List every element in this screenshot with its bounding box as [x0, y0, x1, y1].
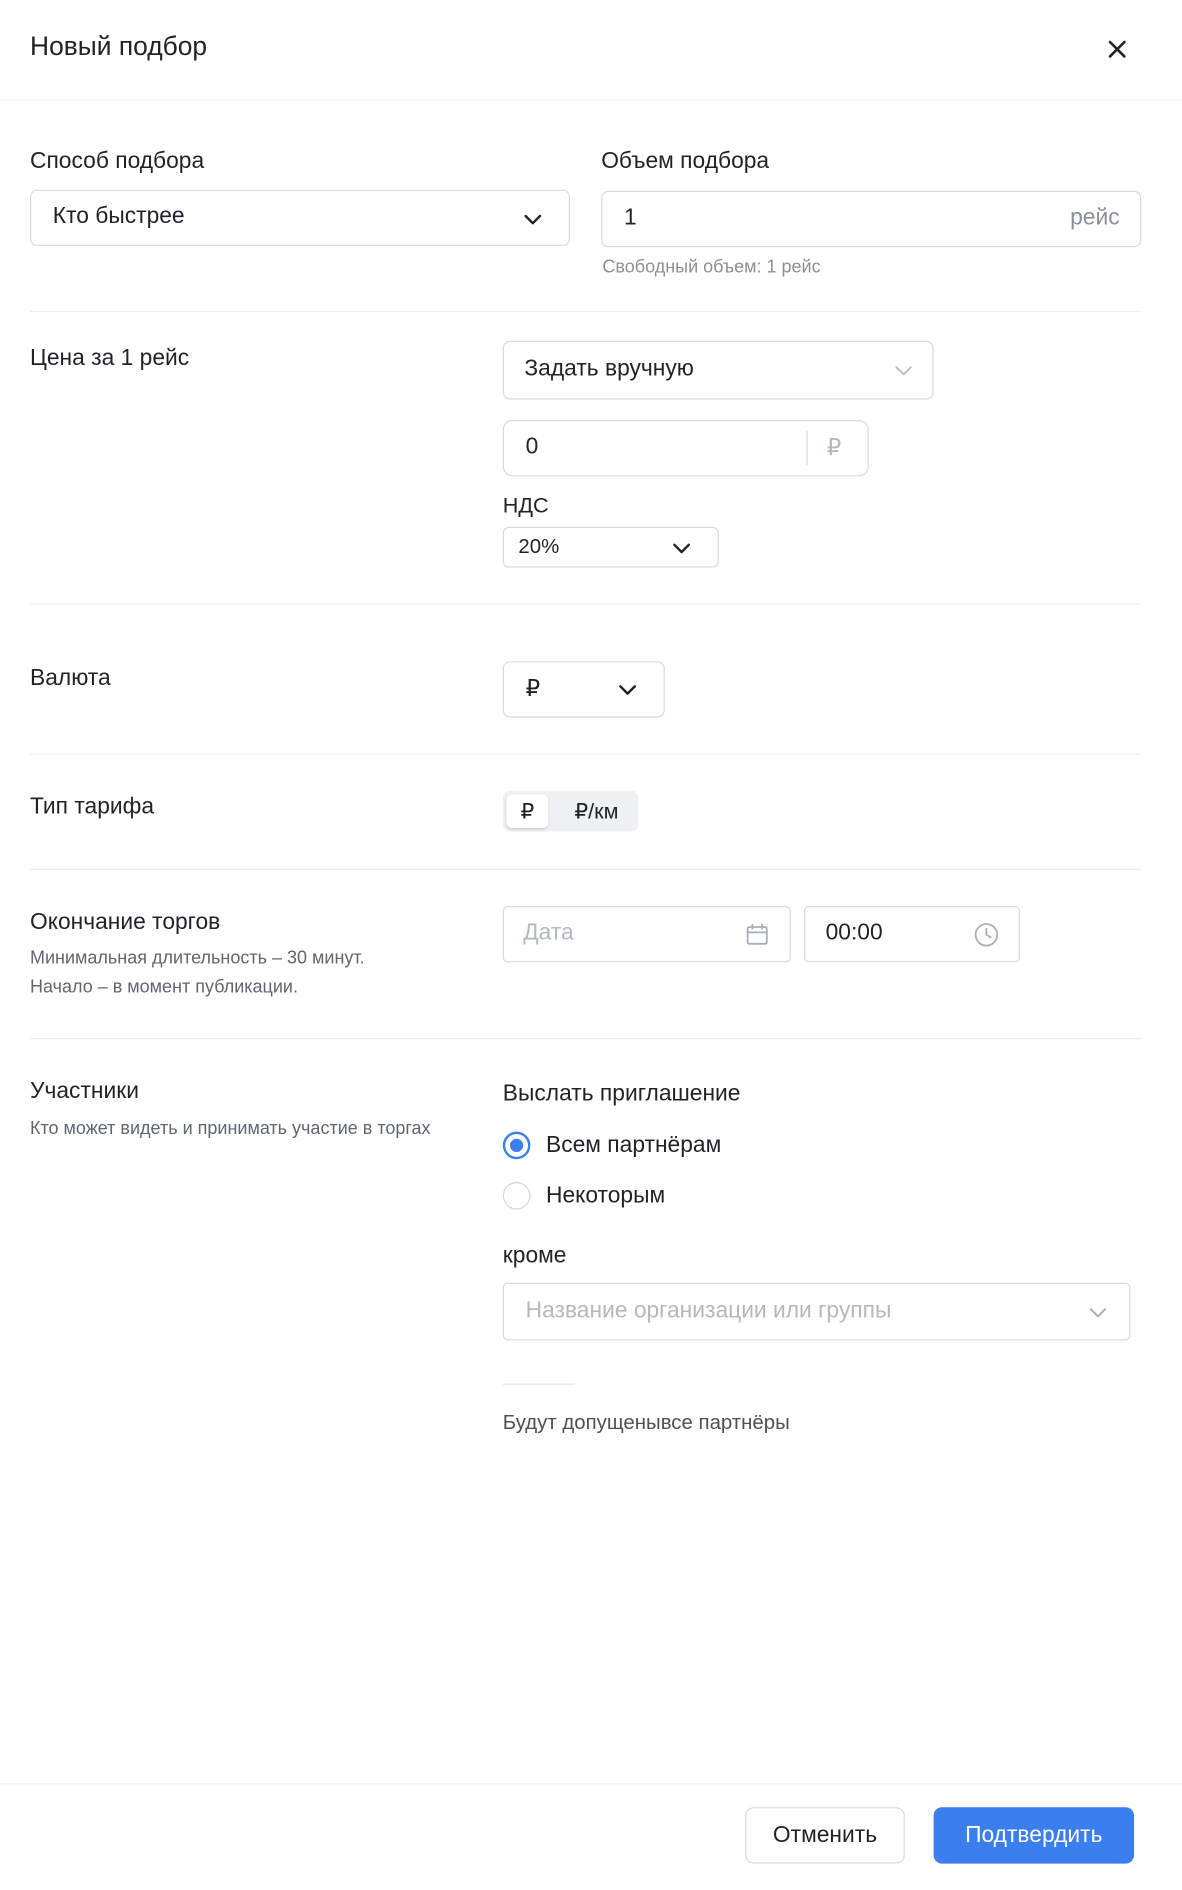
clock-icon[interactable] [972, 920, 1001, 949]
auction-end-hint-1: Минимальная длительность – 30 минут. [30, 948, 365, 969]
tariff-option-rub-per-km[interactable]: ₽/км [574, 799, 619, 824]
price-currency-suffix: ₽ [826, 435, 842, 461]
except-placeholder: Название организации или группы [525, 1298, 892, 1324]
chevron-down-icon [893, 360, 915, 382]
auction-end-label: Окончание торгов [30, 909, 221, 935]
tariff-segmented-control [503, 791, 639, 832]
currency-select[interactable] [503, 661, 665, 717]
volume-input[interactable] [601, 191, 1141, 247]
divider [30, 604, 1141, 605]
tariff-option-rub[interactable]: ₽ [506, 794, 548, 828]
radio-some-partners[interactable] [503, 1182, 531, 1210]
volume-label: Объем подбора [601, 148, 770, 174]
method-label: Способ подбора [30, 148, 205, 174]
time-input[interactable] [804, 906, 1020, 962]
chevron-down-icon [521, 208, 545, 232]
chevron-down-icon [670, 536, 694, 560]
price-mode-select[interactable] [503, 341, 934, 400]
close-icon[interactable] [1103, 35, 1132, 64]
price-input[interactable] [503, 420, 869, 476]
confirm-button[interactable]: Подтвердить [934, 1807, 1134, 1863]
vat-value: 20% [518, 535, 560, 558]
divider [30, 754, 1141, 755]
volume-unit: рейс [1070, 205, 1120, 231]
time-value: 00:00 [825, 920, 883, 946]
divider [30, 1038, 1141, 1039]
method-value: Кто быстрее [52, 204, 185, 230]
chevron-down-icon [1087, 1302, 1109, 1324]
price-mode-value: Задать вручную [524, 356, 694, 382]
radio-all-partners-label[interactable]: Всем партнёрам [546, 1132, 722, 1158]
tariff-label: Тип тарифа [30, 794, 155, 820]
except-label: кроме [502, 1243, 567, 1269]
header-divider [0, 100, 1182, 101]
participants-hint: Кто может видеть и принимать участие в торгах [30, 1118, 431, 1139]
divider [30, 311, 1141, 312]
participants-summary: Будут допущенывсе партнёры [502, 1411, 790, 1434]
input-divider [806, 431, 807, 466]
radio-all-partners[interactable] [503, 1132, 531, 1160]
cancel-button[interactable]: Отменить [745, 1807, 905, 1863]
price-label: Цена за 1 рейс [30, 345, 190, 371]
method-select[interactable] [30, 190, 570, 246]
date-placeholder: Дата [523, 920, 574, 946]
date-input[interactable] [503, 906, 791, 962]
currency-label: Валюта [30, 666, 111, 692]
chevron-down-icon [616, 678, 640, 702]
vat-label: НДС [502, 493, 549, 518]
price-value: 0 [525, 434, 539, 460]
volume-hint: Свободный объем: 1 рейс [602, 256, 821, 278]
dialog-title: Новый подбор [30, 31, 208, 62]
currency-value: ₽ [525, 676, 541, 702]
participants-label: Участники [30, 1078, 139, 1104]
divider [30, 869, 1141, 870]
except-select[interactable] [503, 1283, 1131, 1341]
volume-value: 1 [624, 205, 637, 231]
calendar-icon[interactable] [744, 922, 770, 948]
vat-select[interactable] [503, 527, 719, 568]
invite-label: Выслать приглашение [502, 1081, 741, 1107]
radio-some-partners-label[interactable]: Некоторым [546, 1183, 666, 1209]
footer-divider [0, 1783, 1182, 1784]
auction-end-hint-2: Начало – в момент публикации. [30, 976, 298, 998]
summary-divider [503, 1384, 575, 1385]
